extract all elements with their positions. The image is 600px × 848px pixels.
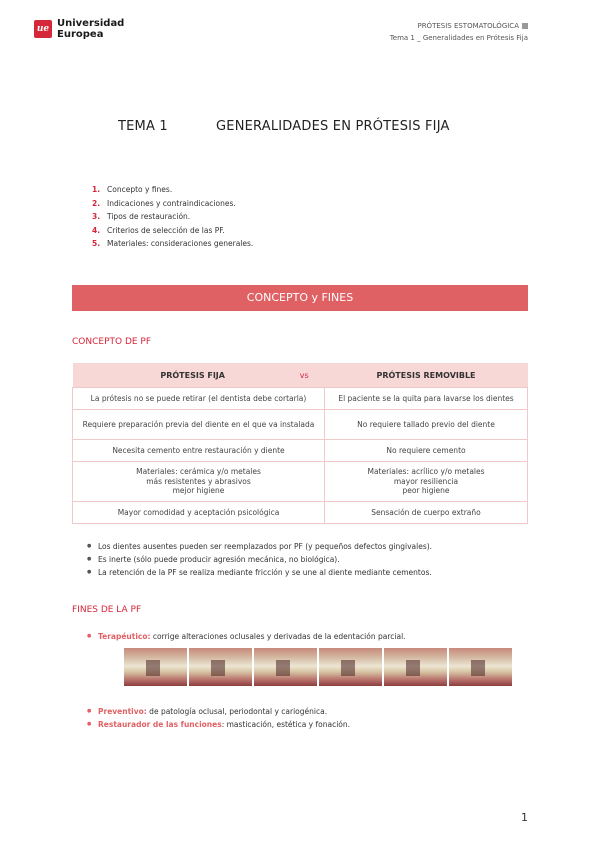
fines-list-2 [98,705,350,731]
table-cell: Mayor comodidad y aceptación psicológica [73,502,325,524]
index-number: 4. [92,225,101,235]
index-text: Indicaciones y contraindicaciones. [107,198,236,208]
dental-photo [384,648,447,686]
page-title [118,119,450,134]
dental-photo [319,648,382,686]
index-number: 3. [92,212,101,221]
running-header [390,20,528,44]
table-cell: No requiere tallado previo del diente [325,410,528,440]
table-cell: El paciente se la quita para lavarse los dientes [325,388,528,410]
logo-line1: Universidad [57,18,125,29]
index-text: Criterios de selección de las PF. [107,225,225,235]
index-item [92,210,253,224]
index-number: 5. [92,239,101,248]
table-cell: Materiales: acrílico y/o metales mayor resiliencia peor higiene [325,462,528,502]
fines-heading: FINES DE LA PF [72,605,142,615]
concepto-heading: CONCEPTO DE PF [72,337,152,347]
list-item: ● Los dientes ausentes pueden ser reemplazados por PF (y pequeños defectos gingivales). [98,540,432,553]
table-cell: No requiere cemento [325,440,528,462]
vs-label: vs [299,370,309,380]
table-row [73,462,528,502]
bullet-list [98,540,432,579]
table-cell: Sensación de cuerpo extraño [325,502,528,524]
table-row [73,440,528,462]
restaurador-text: : masticación, estética y fonación. [221,720,351,729]
tema-label: TEMA 1 [118,119,168,134]
terapeutico-text: corrige alteraciones oclusales y derivadas de la edentación parcial. [150,632,406,641]
index-text: Materiales: consideraciones generales. [107,239,254,248]
index-number: 1. [92,185,101,194]
dental-photo [189,648,252,686]
tema-name: GENERALIDADES EN PRÓTESIS FIJA [216,119,450,134]
fines-terapeutico [98,630,406,643]
table-cell: Materiales: cerámica y/o metales más resistentes y abrasivos mejor higiene [73,462,325,502]
list-item: ● La retención de la PF se realiza mediante fricción y se une al diente mediante cementos. [98,566,432,579]
index-text: Tipos de restauración. [107,212,191,221]
preventivo-text: de patología oclusal, periodontal y cariogénica. [146,707,328,716]
list-item: ● Es inerte (sólo puede producir agresión mecánica, no biológica). [98,553,432,566]
comparison-table [72,363,528,524]
university-logo [34,18,124,40]
section-banner: CONCEPTO y FINES [72,285,528,311]
restaurador-label: Restaurador de las funciones [98,720,222,729]
logo-line2: Europea [57,29,104,40]
dental-photo-strip [124,648,512,686]
table-cell: Necesita cemento entre restauración y diente [73,440,325,462]
list-item [98,705,350,718]
col-header-fija [73,363,325,388]
table-cell: Requiere preparación previa del diente en el que va instalada [73,410,325,440]
table-cell: La prótesis no se puede retirar (el dentista debe cortarla) [73,388,325,410]
dental-photo [449,648,512,686]
table-row [73,502,528,524]
list-item [98,718,350,731]
table-row [73,388,528,410]
index-item [92,224,253,238]
logo-text [57,18,124,40]
square-icon [522,23,528,29]
topic-name: Tema 1 _ Generalidades en Prótesis Fija [389,34,528,42]
col1-label: PRÓTESIS FIJA [160,370,225,380]
dental-photo [254,648,317,686]
table-row [73,410,528,440]
index-number: 2. [92,198,101,208]
col-header-removible: PRÓTESIS REMOVIBLE [325,363,528,388]
page-number: 1 [521,811,528,824]
dental-photo [124,648,187,686]
index-list [92,183,253,251]
preventivo-label: Preventivo: [98,707,147,716]
index-item [92,183,253,197]
index-item [92,237,253,251]
ue-logo-icon: ue [34,20,52,38]
course-name: PRÓTESIS ESTOMATOLÓGICA [417,22,519,30]
terapeutico-label: Terapéutico: [98,632,151,641]
list-item [98,630,406,643]
index-item [92,197,253,211]
index-text: Concepto y fines. [107,185,173,194]
table-header-row [73,363,528,388]
